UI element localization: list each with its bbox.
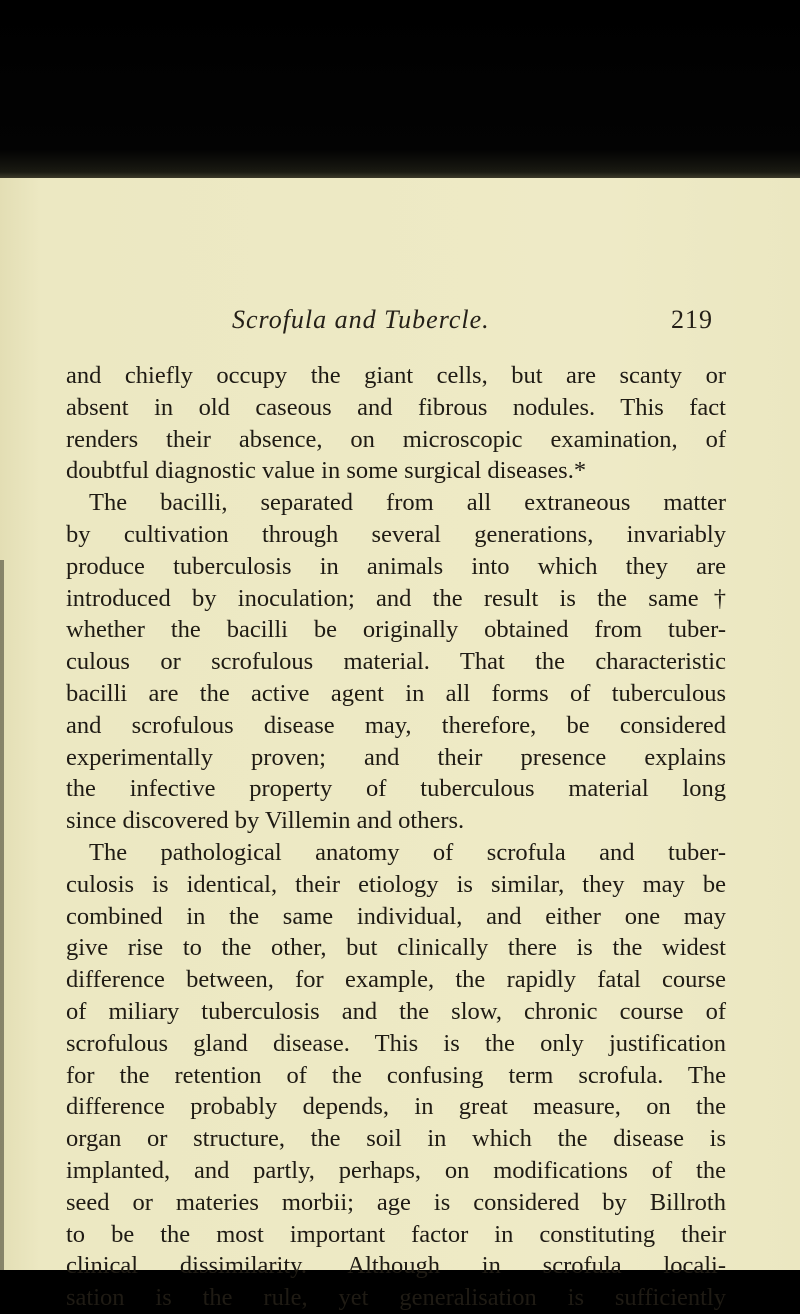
text-line: and chiefly occupy the giant cells, but are scanty or	[66, 362, 726, 389]
text-line: seed or materies morbii; age is considered by Billroth	[66, 1188, 726, 1216]
text-line: experimentally proven; and their presence explains	[66, 743, 726, 771]
text-line: doubtful diagnostic value in some surgical diseases.*	[66, 457, 587, 485]
text-line: by cultivation through several generations, invariably	[66, 520, 726, 548]
page-left-edge	[0, 560, 4, 1270]
text-line: of miliary tuberculosis and the slow, chronic course of	[66, 997, 726, 1025]
scan-dark-border	[0, 0, 800, 178]
text-line: The bacilli, separated from all extraneous matter	[89, 489, 726, 517]
text-line: implanted, and partly, perhaps, on modifications of the	[66, 1156, 726, 1184]
text-line: give rise to the other, but clinically there is the widest	[66, 934, 726, 962]
text-line: difference probably depends, in great measure, on the	[66, 1093, 726, 1121]
text-line: the infective property of tuberculous material long	[66, 775, 726, 803]
text-line: since discovered by Villemin and others.	[66, 807, 465, 835]
text-line: absent in old caseous and fibrous nodules. This fact	[66, 393, 726, 421]
text-line: organ or structure, the soil in which the disease is	[66, 1125, 726, 1153]
text-line: scrofulous gland disease. This is the only justification	[66, 1029, 726, 1057]
text-line: bacilli are the active agent in all forms of tuberculous	[66, 679, 726, 707]
text-line: clinical dissimilarity. Although in scrofula locali-	[66, 1252, 726, 1280]
text-line: The pathological anatomy of scrofula and tuber-	[89, 838, 726, 866]
text-line: whether the bacilli be originally obtained from tuber-	[66, 616, 726, 644]
text-line: and scrofulous disease may, therefore, be considered	[66, 711, 726, 739]
running-title: Scrofula and Tubercle.	[232, 305, 490, 334]
text-line: for the retention of the confusing term scrofula. The	[66, 1061, 726, 1089]
text-line: to be the most important factor in constituting their	[66, 1220, 726, 1248]
text-line: culosis is identical, their etiology is similar, they may be	[66, 870, 726, 898]
text-line: produce tuberculosis in animals into which they are	[66, 552, 726, 580]
body-text	[66, 360, 726, 1314]
running-header	[0, 305, 800, 345]
page-number: 219	[671, 305, 713, 334]
text-line: sation is the rule, yet generalisation is sufficiently	[66, 1284, 726, 1312]
text-line: renders their absence, on microscopic examination, of	[66, 425, 726, 453]
text-line: introduced by inoculation; and the result is the same†	[66, 584, 726, 612]
text-line: combined in the same individual, and either one may	[66, 902, 726, 930]
text-line: difference between, for example, the rapidly fatal course	[66, 966, 726, 994]
text-line: culous or scrofulous material. That the characteristic	[66, 648, 726, 676]
